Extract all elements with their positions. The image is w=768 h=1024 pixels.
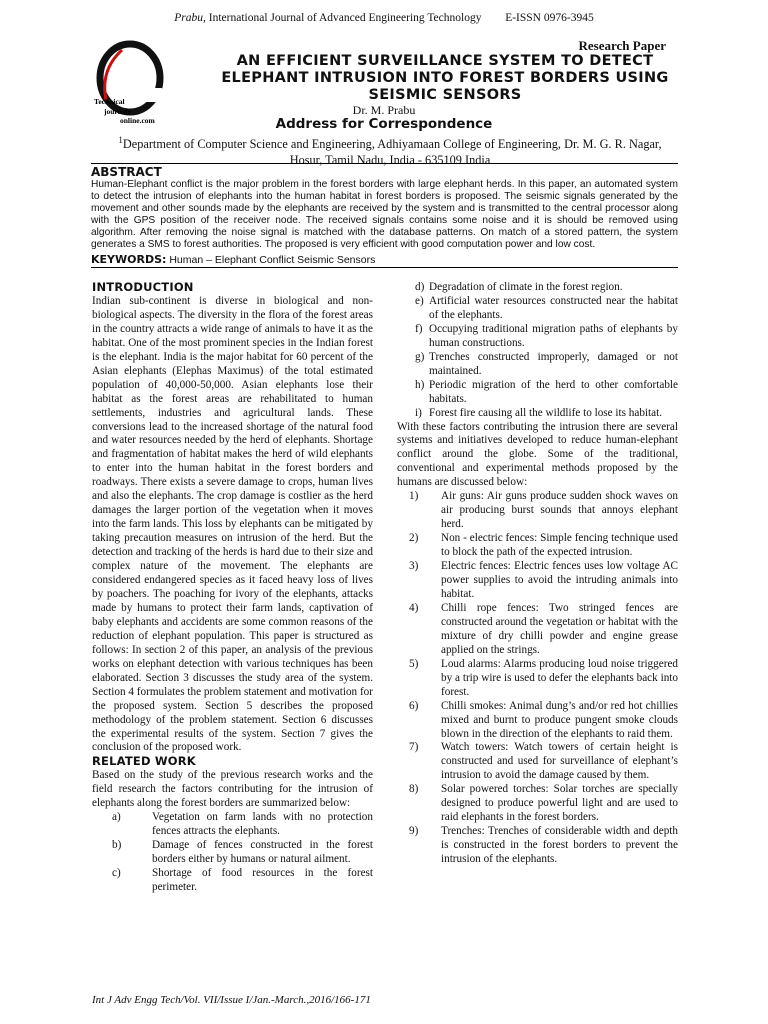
abstract-section — [91, 163, 678, 268]
list-item: 9) Trenches: Trenches of considerable width and depth is constructed in the forest borders to prevent the intrusion of the elephants. — [409, 825, 678, 866]
list-item: c) Shortage of food resources in the forest perimeter. — [112, 867, 373, 893]
list-item: g) Trenches constructed improperly, damaged or not maintained. — [415, 350, 678, 377]
abstract-heading: ABSTRACT — [91, 165, 162, 179]
list-item: 3) Electric fences: Electric fences uses low voltage AC power supplies to avoid the intruding animals into habitat. — [409, 560, 678, 600]
page-footer: Int J Adv Engg Tech/Vol. VII/Issue I/Jan.-March.,2016/166-171 — [92, 994, 371, 1006]
affiliation-line-1: Department of Computer Science and Engineering, Adhiyamaan College of Engineering, Dr. M. G. R. Nagar, — [122, 137, 662, 152]
list-item: e) Artificial water resources constructed near the habitat of the elephants. — [415, 294, 678, 321]
list-item: 2) Non - electric fences: Simple fencing technique used to block the path of the expected intrusion. — [409, 532, 678, 559]
abstract-text: Human-Elephant conflict is the major problem in the forest borders with large elephant herds. In this paper, an automated system to detect the intrusion of elephants into the human habitat in forest borders is proposed. The seismic signals generated by the movement and other sounds made by the elephants are received by the system and is transmitted to the central processor along with the GPS position of the receiver node. The received signals contains some noise and it is should be removed using algorithm. After removing the noise signal is matched with the database patterns. On match of a stored pattern, the system generates a SMS to forest authorities. The proposed is very efficient with good computation power and low cost. — [91, 179, 678, 251]
left-column — [92, 281, 373, 895]
factor-list-right — [397, 281, 678, 421]
running-head — [0, 12, 768, 24]
logo-text-1: Technical — [94, 97, 125, 106]
title-line-3: SEISMIC SENSORS — [368, 87, 522, 103]
title-line-1: AN EFFICIENT SURVEILLANCE SYSTEM TO DETECT — [236, 53, 654, 69]
keywords — [91, 253, 678, 268]
list-item: i) Forest fire causing all the wildlife to lose its habitat. — [415, 406, 663, 419]
title-line-2: ELEPHANT INTRUSION INTO FOREST BORDERS USING — [221, 70, 669, 86]
list-item: 6) Chilli smokes: Animal dung’s and/or red hot chillies mixed and burnt to produce pungent smoke clouds blown in the direction of the elephants to raid them. — [409, 699, 678, 740]
paper-type: Research Paper — [578, 38, 666, 53]
logo-text-2: journals — [104, 107, 131, 116]
affiliation-line-2: Hosur, Tamil Nadu, India - 635109 India — [289, 153, 491, 168]
intro-paragraph: Indian sub-continent is diverse in biological and non-biological aspects. The diversity in the flora of the forest areas in the country attracts a wide range of animals to have it as the habitat. One of the most prominent species in the Indian forest is the elephant. India is the major habitat for 60 percent of the Asian elephants (Elephas Maximus) of the total estimated population of 40,000-50,000. Asian elephants lose their habitat as the forest areas are rehabilitated to human settlements, industries and agricultural lands. These conversions lead to the increased shortage of the natural food and water resources needed by the herd of elephants. Shortage and fragmentation of habitat makes the herd of wild elephants to enter into the human habitat in the forest borders and roadways. There exists a severe damage to crops, human lives and also the elephants. The crop damage is costlier as the herd damages the larger portion of the vegetation when it moves into the farm lands. This loss by elephants can be mitigated by taking precaution measures on intrusion of the herd. But the detection and tracking of the herds is hard due to their size and complex nature of the movement. The elephants are considered endangered species as it faced heavy loss of lives by poachers. The poaching for ivory of the elephants, attacks made by humans to protect their farm lands, captivation of baby elephants and accidents are some common reasons of the reduction of elephant population. This paper is structured as follows: In section 2 of this paper, an analysis of the previous works on elephant detection with various techniques has been elaborated. Section 3 discusses the study area of the system. Section 4 formulates the problem statement and motivation for the proposed system. Section 5 describes the proposed methodology of the problem statement. Section 6 discusses the experimental results of the system. Section 7 gives the conclusion of the proposed work. — [92, 294, 373, 754]
address-heading: Address for Correspondence — [275, 116, 493, 132]
list-item: f) Occupying traditional migration paths of elephants by human constructions. — [415, 322, 678, 349]
list-item: 5) Loud alarms: Alarms producing loud noise triggered by a trip wire is used to defer the elephants back into forest. — [409, 657, 678, 698]
list-item: 7) Watch towers: Watch towers of certain height is constructed and used for surveillance of elephant’s intrusion to avoid the damage caused by them. — [409, 741, 678, 782]
list-item: h) Periodic migration of the herd to other comfortable habitats. — [415, 378, 678, 405]
list-item: d) Degradation of climate in the forest region. — [415, 281, 623, 293]
methods-intro-paragraph: With these factors contributing the intrusion there are several systems and initiatives developed to reduce human-elephant conflict around the globe. Some of the traditional, conventional and experimental methods proposed by the humans are discussed below: — [397, 420, 678, 489]
related-work-paragraph: Based on the study of the previous research works and the field research the factors contributing for the intrusion of elephants along the forest borders are summarized below: — [92, 769, 373, 810]
keywords-label: KEYWORDS: — [91, 252, 167, 266]
intro-heading: INTRODUCTION — [92, 280, 194, 294]
list-item: 4) Chilli rope fences: Two stringed fences are constructed around the vegetation or habitat with the mixture of dry chilli powder and engine grease applied on the strings. — [409, 601, 678, 656]
paper-title — [200, 53, 690, 104]
logo-text-3: online.com — [120, 116, 155, 125]
methods-list — [397, 490, 678, 867]
keywords-text: Human – Elephant Conflict Seismic Sensors — [169, 253, 376, 266]
running-head-author: Prabu, — [174, 12, 206, 24]
list-item: 8) Solar powered torches: Solar torches are specially designed to produce powerful light and are used to raid elephants in the forest borders. — [409, 783, 678, 824]
list-item: 1) Air guns: Air guns produce sudden shock waves on air producing burst sounds that annoys elephant herd. — [409, 490, 678, 531]
factor-list-left — [92, 811, 373, 895]
list-item: a) Vegetation on farm lands with no protection fences attracts the elephants. — [112, 811, 373, 838]
related-work-heading: RELATED WORK — [92, 754, 196, 769]
running-head-journal: International Journal of Advanced Engineering Technology — [208, 12, 482, 24]
author-name: Dr. M. Prabu — [352, 103, 416, 117]
right-column — [397, 281, 678, 867]
running-head-issn: E-ISSN 0976-3945 — [505, 12, 594, 24]
affiliation-sup: 1 — [118, 135, 123, 145]
list-item: b) Damage of fences constructed in the forest borders either by humans or natural ailment. — [112, 839, 373, 866]
